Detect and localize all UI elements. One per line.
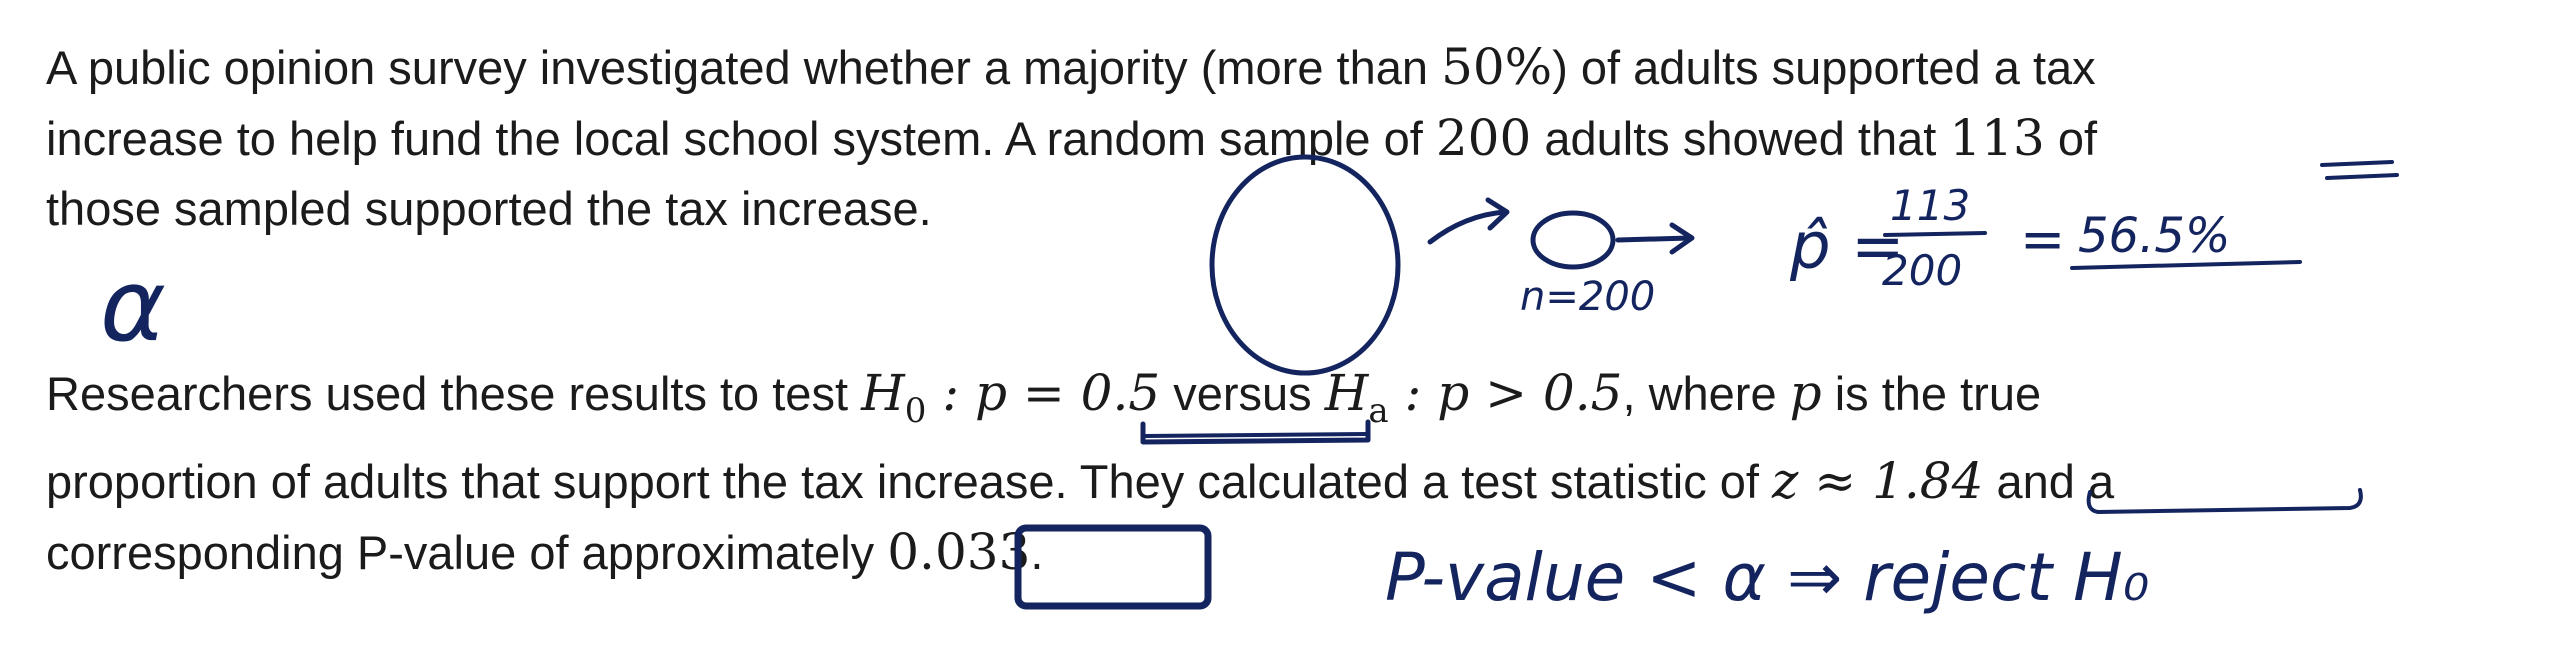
h0-subscript: 0 — [904, 391, 927, 431]
sample-size-note: n=200 — [1520, 274, 1656, 320]
ha-subscript: a — [1368, 391, 1389, 431]
fraction-numerator: 113 — [1890, 181, 1971, 230]
percent-value: 50% — [1441, 38, 1553, 96]
problem-line-1 — [46, 32, 2526, 103]
underline-phat-value — [2072, 262, 2300, 268]
problem-line-2 — [46, 103, 2526, 174]
alpha-symbol: α — [100, 247, 166, 364]
null-hypothesis — [861, 364, 1161, 431]
ha-condition: : p > 0.5 — [1388, 364, 1623, 422]
ha-symbol: H — [1324, 364, 1369, 422]
test-text: Researchers used these results to test — [46, 367, 862, 420]
test-text: versus — [1160, 367, 1325, 420]
test-line-1 — [46, 358, 2526, 446]
test-text: . — [1030, 526, 1044, 579]
problem-paragraph — [46, 32, 2526, 244]
sample-size-value: 200 — [1435, 109, 1532, 167]
test-text: and a — [1983, 455, 2115, 508]
h0-condition: : p = 0.5 — [926, 364, 1161, 422]
p-value: 0.033 — [887, 523, 1031, 581]
fraction-denominator: 200 — [1882, 246, 1963, 295]
problem-text: increase to help fund the local school system. A random sample of — [46, 112, 1436, 165]
alternative-hypothesis — [1324, 364, 1623, 431]
p-symbol: p — [1789, 364, 1822, 422]
phat-label: p̂ = — [1790, 210, 1905, 284]
test-text: corresponding P-value of approximately — [46, 526, 888, 579]
test-line-2 — [46, 446, 2526, 517]
test-line-3 — [46, 517, 2526, 588]
test-text: , where — [1622, 367, 1790, 420]
test-paragraph — [46, 358, 2526, 588]
success-count-value: 113 — [1949, 109, 2045, 167]
test-text: is the true — [1821, 367, 2042, 420]
equals-sign: = — [2020, 208, 2066, 271]
h0-symbol: H — [861, 364, 905, 422]
conclusion-note: P-value < α ⇒ reject H₀ — [1385, 539, 2150, 616]
problem-text: ) of adults supported a tax — [1552, 41, 2096, 94]
problem-text: of — [2044, 112, 2098, 165]
test-text: proportion of adults that support the tax increase. They calculated a test statistic of — [46, 455, 1773, 508]
phat-value: 56.5% — [2078, 208, 2231, 264]
problem-text: adults showed that — [1531, 112, 1950, 165]
problem-line-3: those sampled supported the tax increase. — [46, 182, 932, 235]
problem-text: A public opinion survey investigated whether a majority (more than — [46, 41, 1442, 94]
z-statistic: z ≈ 1.84 — [1772, 452, 1984, 510]
